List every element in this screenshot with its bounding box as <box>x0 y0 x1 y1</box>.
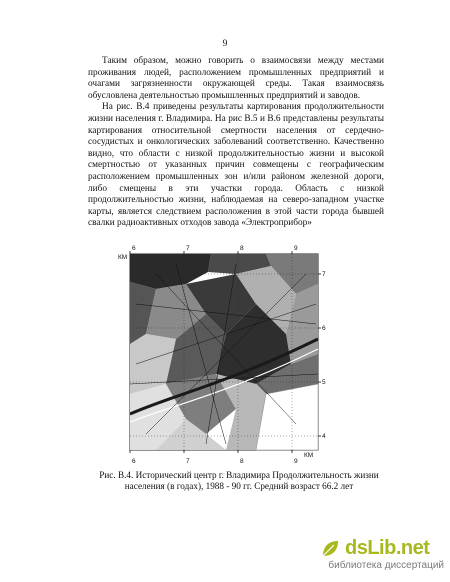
page-number: 9 <box>222 39 228 49</box>
y-tick-3: 5 <box>322 379 326 386</box>
watermark-logo[interactable]: dsLib.net <box>345 537 430 559</box>
leaf-logo-icon <box>319 538 341 560</box>
y-tick-1: 7 <box>322 271 326 278</box>
body-text <box>88 56 384 230</box>
x-tick-top-2: 7 <box>186 245 190 252</box>
axis-unit-bottom: КМ <box>304 452 314 459</box>
x-tick-bottom-4: 9 <box>294 458 298 465</box>
paragraph-2: На рис. В.4 приведены результаты картирования продолжительности жизни населения г. Владимира. На рис В.5 и В.6 представлены результаты картирования относительной смертности населения от сердечно-сосудистых и онкологических заболеваний соответственно. Качественно видно, что области с низкой продолжительностью жизни и высокой смертностью от указанных причин совмещены с географическим расположением промышленных зон и/или районом железной дороги, либо смещены в эти участки города. Область с низкой продолжительностью жизни, наблюдаемая на северо-западном участке карты, является следствием расположения в этой части города бывшей свалки радиоактивных отходов завода «Электроприбор» <box>88 102 384 229</box>
axis-unit-top: КМ <box>118 254 128 261</box>
x-tick-bottom-3: 8 <box>240 458 244 465</box>
x-tick-bottom-2: 7 <box>186 458 190 465</box>
y-tick-4: 4 <box>322 433 326 440</box>
x-tick-bottom-1: 6 <box>132 458 136 465</box>
x-tick-top-4: 9 <box>294 245 298 252</box>
map-figure <box>116 244 332 465</box>
x-tick-top-1: 6 <box>132 245 136 252</box>
y-tick-2: 6 <box>322 325 326 332</box>
watermark-subtitle: библиотека диссертаций <box>328 560 444 571</box>
paragraph-1: Таким образом, можно говорить о взаимосвязи между местами проживания людей, расположением промышленных предприятий и очагами загрязненности окружающей среды. Такая взаимосвязь обусловлена деятельностью промышленных предприятий и заводов. <box>88 56 384 101</box>
map-image <box>116 244 332 465</box>
figure-caption: Рис. В.4. Исторический центр г. Владимира Продолжительность жизни населения (в годах), 1988 - 90 гг. Средний возраст 66.2 лет <box>99 470 379 492</box>
x-tick-top-3: 8 <box>240 245 244 252</box>
